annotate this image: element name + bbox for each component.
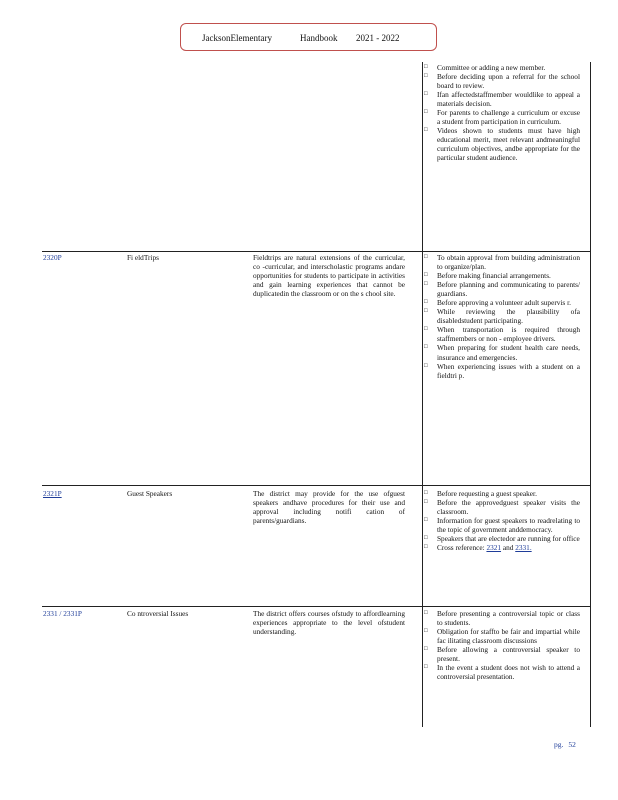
list-item: □ Before presenting a controversial topic or class to students. bbox=[424, 609, 580, 628]
cross-reference-link-2321[interactable]: 2321 bbox=[486, 543, 502, 553]
row-description-controversial-issues: The district offers courses ofstudy to affordlearning experiences appropriate to the level ofstudent understanding. bbox=[253, 609, 405, 637]
bullet-list bbox=[423, 489, 580, 552]
cross-reference-item bbox=[423, 543, 580, 552]
list-item: □ Before approving a volunteer adult supervis r. bbox=[424, 298, 571, 308]
row-divider-1 bbox=[42, 251, 590, 252]
page-header bbox=[180, 23, 437, 51]
row-bullets-field-trips bbox=[423, 253, 580, 380]
page-footer bbox=[554, 740, 576, 749]
list-item: □ Before making financial arrangements. bbox=[424, 271, 551, 281]
bullet-icon: □ bbox=[424, 326, 428, 333]
bullet-icon: □ bbox=[424, 490, 428, 496]
bullet-icon: □ bbox=[424, 664, 428, 671]
row-code-link[interactable]: 2321P bbox=[43, 489, 62, 498]
bullet-icon: □ bbox=[424, 109, 428, 116]
list-item: □ Before deciding upon a referral for the school board to review. bbox=[424, 72, 580, 91]
list-item: □ For parents to challenge a curriculum or excuse a student from participation in curriculum. bbox=[424, 108, 580, 127]
bullet-icon: □ bbox=[424, 544, 428, 551]
list-item: □ When transportation is required through staffmembers or non - employee drivers. bbox=[424, 325, 580, 344]
cross-reference-link-2331[interactable]: 2331. bbox=[515, 543, 532, 553]
list-item: □ Obligation for staffto be fair and impartial while fac ilitating classroom discussions bbox=[424, 627, 580, 646]
bullet-icon: □ bbox=[424, 272, 428, 279]
row-description-field-trips: Fieldtrips are natural extensions of the curricular, co -curricular, and interscholastic programs andare opportunities for students to participate in activities and gain learning experiences that cannot be duplicatedin the classroom or on the s chool site. bbox=[253, 253, 405, 299]
list-item: □ Before requesting a guest speaker. bbox=[424, 489, 537, 498]
list-item: □ When experiencing issues with a student on a fieldtri p. bbox=[424, 361, 580, 380]
row-divider-3 bbox=[42, 606, 590, 607]
bullet-icon: □ bbox=[424, 299, 428, 306]
bullet-icon: □ bbox=[424, 308, 428, 315]
cross-reference-and: and bbox=[502, 543, 514, 553]
bullet-icon: □ bbox=[424, 628, 428, 635]
bullet-icon: □ bbox=[424, 362, 428, 369]
bullet-icon: □ bbox=[424, 91, 428, 98]
bullet-icon: □ bbox=[424, 499, 428, 506]
list-item: □ Committee or adding a new member. bbox=[424, 63, 546, 72]
row-bullets-guest-speakers bbox=[423, 489, 580, 552]
bullet-list bbox=[423, 253, 580, 380]
row-code-2321p[interactable] bbox=[43, 489, 62, 498]
list-item: □ When preparing for student health care needs, insurance and emergencies. bbox=[424, 343, 580, 362]
continuation-bullet-list bbox=[423, 63, 580, 163]
list-item: □ Before planning and communicating to parents/ guardians. bbox=[424, 280, 580, 299]
bullet-icon: □ bbox=[424, 517, 428, 524]
list-item: □ Before allowing a controversial speaker to present. bbox=[424, 645, 580, 664]
row-title-controversial-issues: Co ntroversial Issues bbox=[127, 609, 189, 618]
row-bullets-controversial-issues bbox=[423, 609, 580, 681]
table-border-right bbox=[590, 62, 591, 727]
bullet-list bbox=[423, 609, 580, 681]
page-number: 52 bbox=[568, 740, 576, 749]
row-title-guest-speakers: Guest Speakers bbox=[127, 489, 173, 498]
bullet-icon: □ bbox=[424, 73, 428, 80]
bullet-icon: □ bbox=[424, 535, 428, 542]
list-item: □ Before the approvedguest speaker visits the classroom. bbox=[424, 498, 580, 517]
header-title: Handbook bbox=[300, 33, 338, 43]
bullet-icon: □ bbox=[424, 254, 428, 260]
cross-reference-label: Cross reference: bbox=[437, 543, 485, 553]
bullet-icon: □ bbox=[424, 64, 428, 70]
bullet-icon: □ bbox=[424, 610, 428, 616]
continuation-cell bbox=[423, 63, 580, 163]
bullet-icon: □ bbox=[424, 344, 428, 351]
row-divider-2 bbox=[42, 485, 590, 486]
bullet-icon: □ bbox=[424, 646, 428, 653]
list-item: □ Information for guest speakers to readrelating to the topic of government anddemocracy. bbox=[424, 516, 580, 535]
list-item: □ Speakers that are electedor are running for office bbox=[424, 534, 580, 544]
header-school: JacksonElementary bbox=[202, 33, 272, 43]
row-title-field-trips: Fi eldTrips bbox=[127, 253, 159, 262]
list-item: □ To obtain approval from building administration to organize/plan. bbox=[424, 253, 580, 272]
bullet-icon: □ bbox=[424, 127, 428, 134]
list-item: □ Videos shown to students must have high educational merit, meet relevant andmeaningful curriculum objectives, andbe appropriate for the particular student audience. bbox=[424, 126, 580, 163]
list-item: □ Ifan affectedstaffmember wouldlike to appeal a materials decision. bbox=[424, 90, 580, 109]
header-years: 2021 - 2022 bbox=[356, 33, 400, 43]
row-code-2331-2331p: 2331 / 2331P bbox=[43, 609, 82, 618]
bullet-icon: □ bbox=[424, 281, 428, 288]
list-item: □ While reviewing the plausibility ofa disabledstudent participating. bbox=[424, 307, 580, 326]
list-item: □ In the event a student does not wish to attend a controversial presentation. bbox=[424, 663, 580, 682]
page-prefix: pg. bbox=[554, 740, 564, 749]
row-description-guest-speakers: The district may provide for the use ofguest speakers andhave procedures for their use and approval including notifi cation of parents/guardians. bbox=[253, 489, 405, 526]
row-code-2320p: 2320P bbox=[43, 253, 62, 262]
